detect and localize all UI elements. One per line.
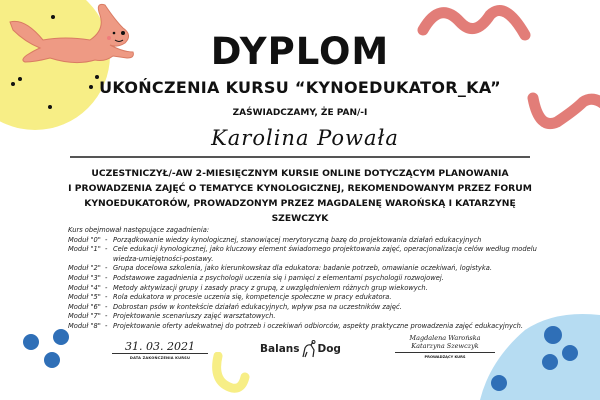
module-label: Moduł "4" (68, 283, 101, 292)
course-description (60, 166, 540, 226)
date-label: DATA ZAKOŃCZENIA KURSU (129, 356, 191, 360)
modules-intro: Kurs obejmował następujące zagadnienia: (68, 226, 210, 234)
signature-1: Magdalena Warońska (409, 334, 481, 342)
module-item: Moduł "2" - Grupa docelowa szkolenia, jako kierunkowskaz dla edukatora: badanie potrzeb, omawianie oczekiwań, logistyka. (68, 264, 492, 273)
module-text: Projektowanie oferty adekwatnej do potrzeb i oczekiwań odbiorców, aspekty praktyczne prowadzenia zajęć edukacyjnych. (113, 321, 524, 330)
modules-list (68, 226, 548, 332)
logo-text-right: Dog (317, 343, 341, 355)
description-line: UCZESTNICZYŁ/-AW 2-MIESIĘCZNYM KURSIE ONLINE DOTYCZĄCYM PLANOWANIA (91, 168, 509, 179)
module-label: Moduł "1" (68, 245, 101, 254)
signatures (390, 334, 500, 350)
date-underline (112, 353, 208, 354)
module-item: Moduł "0" - Porządkowanie wiedzy kynologicznej, stanowiącej merytoryczną bazę do projektowania działań edukacyjnych (68, 235, 482, 244)
module-label: Moduł "3" (68, 273, 101, 282)
signature-label: PROWADZĄCY KURS (424, 355, 466, 359)
yellow-arc-decoration (212, 352, 252, 397)
module-label: Moduł "0" (68, 235, 101, 244)
completion-date: 31. 03. 2021 (125, 340, 195, 353)
module-item: Moduł "4" - Metody aktywizacji grupy i zasady pracy z grupą, z uwzględnieniem różnych grup wiekowych. (68, 283, 428, 292)
module-label: Moduł "5" (68, 293, 101, 302)
module-item: Moduł "1" - Cele edukacji kynologicznej, jako kluczowy element świadomego projektowania zajęć, operacjonalizacja celów według modelu wiedza-umiejętności-postawy. (68, 245, 548, 264)
module-text: Dobrostan psów w kontekście działań edukacyjnych, wpływ psa na uczestników zajęć. (113, 302, 402, 311)
module-text: Grupa docelowa szkolenia, jako kierunkowskaz dla edukatora: badanie potrzeb, omawianie oczekiwań, logistyka. (113, 264, 492, 273)
dog-logo-icon (301, 340, 317, 358)
name-underline (70, 156, 530, 158)
module-text: Projektowanie scenariuszy zajęć warsztatowych. (113, 312, 276, 321)
module-item: Moduł "6" - Dobrostan psów w kontekście działań edukacyjnych, wpływ psa na uczestników zajęć. (68, 302, 402, 311)
module-text: Podstawowe zagadnienia z psychologii uczenia się i pamięci z elementami psychologii rozwojowej. (113, 273, 444, 282)
module-text: Metody aktywizacji grupy i zasady pracy z grupą, z uwzględnieniem różnych grup wiekowych. (113, 283, 428, 292)
course-subtitle: UKOŃCZENIA KURSU “KYNOEDUKATOR_KA” (99, 78, 501, 97)
recipient-name: Karolina Powała (211, 126, 399, 150)
module-label: Moduł "6" (68, 302, 101, 311)
module-label: Moduł "2" (68, 264, 101, 273)
balans-dog-logo (260, 340, 341, 358)
module-item: Moduł "3" - Podstawowe zagadnienia z psychologii uczenia się i pamięci z elementami psychologii rozwojowej. (68, 273, 444, 282)
diploma-title: DYPLOM (210, 30, 390, 73)
module-label: Moduł "7" (68, 312, 101, 321)
module-item: Moduł "5" - Rola edukatora w procesie uczenia się, kompetencje społeczne w pracy edukatora. (68, 293, 392, 302)
certify-text: ZAŚWIADCZAMY, ŻE PAN/-I (232, 108, 368, 118)
module-text: Rola edukatora w procesie uczenia się, kompetencje społeczne w pracy edukatora. (113, 293, 392, 302)
signature-2: Katarzyna Szewczyk (411, 342, 479, 350)
module-item: Moduł "7" - Projektowanie scenariuszy zajęć warsztatowych. (68, 312, 276, 321)
module-text: Porządkowanie wiedzy kynologicznej, stanowiącej merytoryczną bazę do projektowania działań edukacyjnych (113, 235, 482, 244)
signature-underline (395, 352, 495, 353)
module-item: Moduł "8" - Projektowanie oferty adekwatnej do potrzeb i oczekiwań odbiorców, aspekty praktyczne prowadzenia zajęć edukacyjnych. (68, 321, 524, 330)
module-label: Moduł "8" (68, 321, 101, 330)
description-line: I PROWADZENIA ZAJĘĆ O TEMATYCE KYNOLOGICZNEJ, REKOMENDOWANYM PRZEZ FORUM (68, 183, 532, 194)
logo-text-left: Balans (260, 343, 300, 355)
module-text: Cele edukacji kynologicznej, jako kluczowy element świadomego projektowania zajęć, operacjonalizacja celów według modelu wiedza-umiejętności-postawy. (113, 245, 537, 263)
description-line: KYNOEDUKATORÓW, PROWADZONYM PRZEZ MAGDALENĘ WAROŃSKĄ I KATARZYNĘ SZEWCZYK (84, 198, 516, 224)
